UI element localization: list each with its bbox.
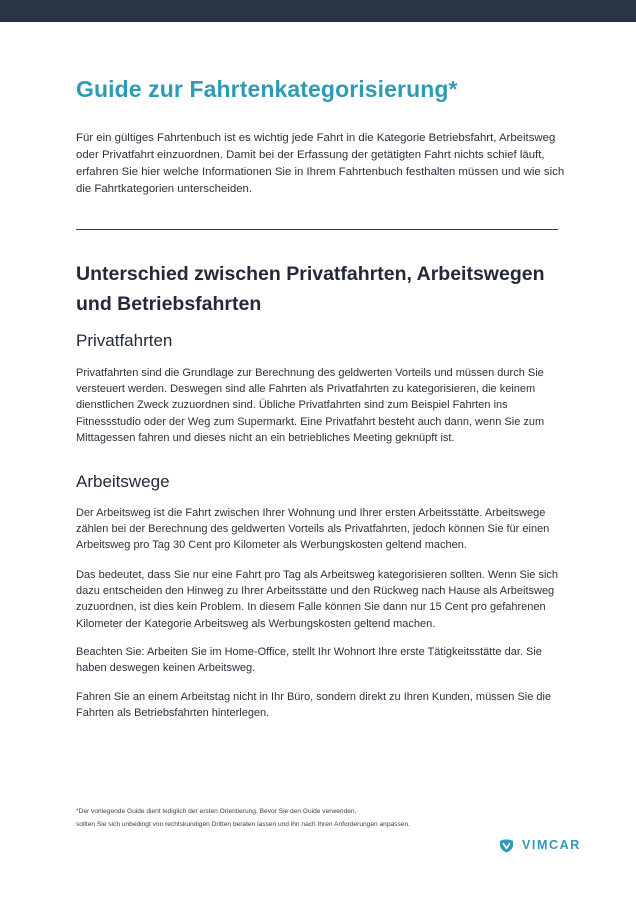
page-title: Guide zur Fahrtenkategorisierung* [76, 76, 458, 102]
vimcar-shield-icon [499, 838, 514, 853]
section-heading-arbeitswege: Arbeitswege [76, 472, 170, 491]
footnote [76, 806, 496, 831]
arbeitswege-paragraph-4: Fahren Sie an einem Arbeitstag nicht in Ihr Büro, sondern direkt zu Ihren Kunden, müssen Sie die Fahrten als Betriebsfahrten hinterlegen. [76, 691, 552, 720]
main-heading: Unterschied zwischen Privatfahrten, Arbeitswegen und Betriebsfahrten [76, 263, 545, 315]
vimcar-logo [499, 837, 581, 853]
intro-paragraph: Für ein gültiges Fahrtenbuch ist es wichtig jede Fahrt in die Kategorie Betriebsfahrt, Arbeitsweg oder Privatfahrt einzuordnen. Damit bei der Erfassung der getätigten Fahrt nichts schief läuft, erfahren Sie hier welche Informationen Sie in Ihrem Fahrtenbuch festhalten müssen und wie sich die Fahrtkategorien unterscheiden. [76, 132, 565, 195]
arbeitswege-paragraph-1: Der Arbeitsweg ist die Fahrt zwischen Ihrer Wohnung und Ihrer ersten Arbeitsstätte. Arbeitswege zählen bei der Berechnung des geldwerten Vorteils als Privatfahrten, jedoch können Sie für einen Arbeitsweg pro Tag 30 Cent pro Kilometer als Werbungskosten geltend machen. [76, 507, 550, 552]
top-bar [0, 0, 636, 22]
arbeitswege-paragraph-3: Beachten Sie: Arbeiten Sie im Home-Office, stellt Ihr Wohnort Ihre erste Tätigkeitsstätte dar. Sie haben deswegen keinen Arbeitsweg. [76, 646, 542, 675]
arbeitswege-paragraph-2: Das bedeutet, dass Sie nur eine Fahrt pro Tag als Arbeitsweg kategorisieren sollten. Wenn Sie sich dazu entscheiden den Hinweg zu Ihrer Arbeitsstätte und den Rückweg nach Hause als Arbeitsweg zuzuordnen, ist dies kein Problem. In diesem Falle können Sie dann nur 15 Cent pro gefahrenen Kilometer der Kategorie Arbeitsweg als Werbungskosten geltend machen. [76, 569, 559, 630]
footnote-line-1: *Der vorliegende Guide dient lediglich der ersten Orientierung. Bevor Sie den Guide verwenden, [76, 808, 357, 815]
divider-line [76, 229, 558, 230]
section-heading-privatfahrten: Privatfahrten [76, 331, 173, 350]
privatfahrten-paragraph: Privatfahrten sind die Grundlage zur Berechnung des geldwerten Vorteils und müssen durch Sie versteuert werden. Deswegen sind alle Fahrten als Privatfahrten zu kategorisieren, die keinem dienstlichen Zweck zuzuordnen sind. Übliche Privatfahrten sind zum Beispiel Fahrten ins Fitnessstudio oder der Weg zum Supermarkt. Eine Privatfahrt besteht auch dann, wenn Sie zum Mittagessen fahren und dieses nicht an ein betriebliches Meeting geknüpft ist. [76, 367, 545, 444]
brand-name: VIMCAR [522, 838, 581, 852]
footnote-line-2: sollten Sie sich unbedingt von rechtskundigen Dritten beraten lassen und ihn nach Ihren Anforderungen anpassen. [76, 820, 410, 828]
